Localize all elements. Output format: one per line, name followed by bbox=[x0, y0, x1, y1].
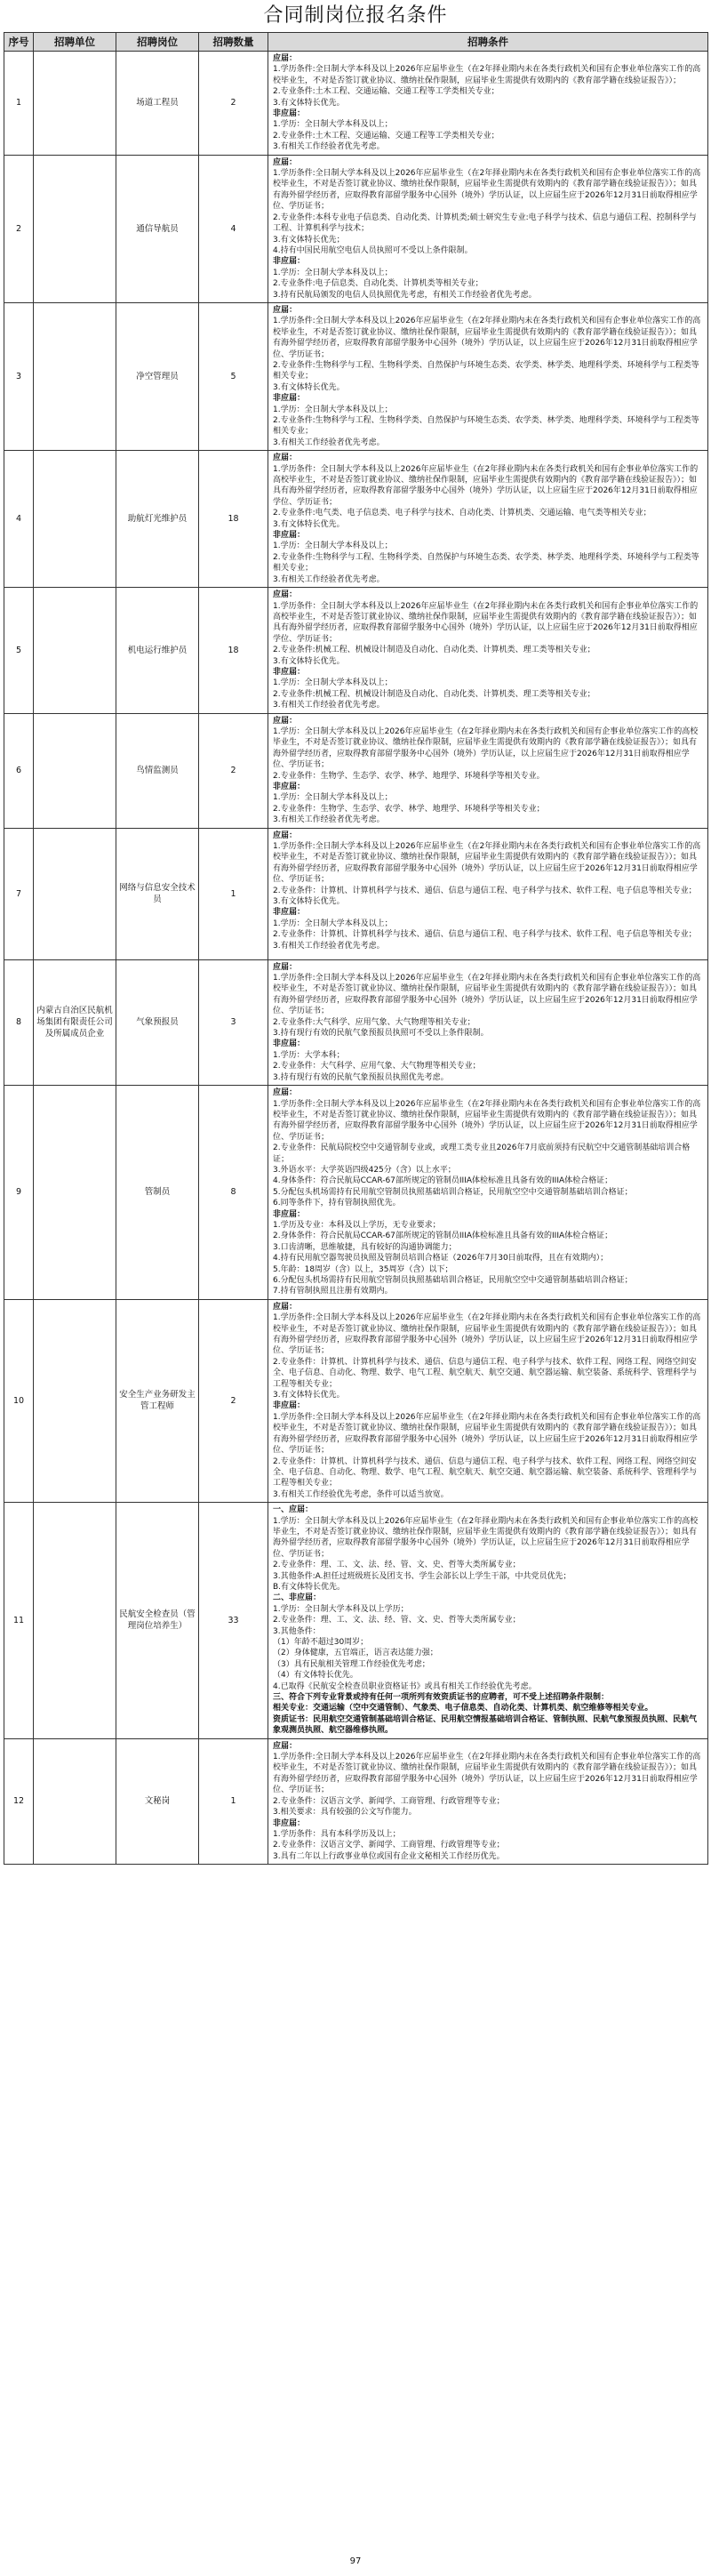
row-count: 2 bbox=[199, 1299, 268, 1502]
condition-line: 应届： bbox=[273, 1741, 298, 1751]
condition-line: 2.专业条件:大气科学、应用气象、大气物理等相关专业； bbox=[273, 1017, 475, 1027]
condition-line: 1.学历：全日制大学本科及以上； bbox=[273, 919, 393, 928]
row-unit bbox=[34, 828, 116, 959]
row-serial: 7 bbox=[4, 828, 34, 959]
condition-line: 3.其他条件:A.担任过班级班长及团支书、学生会部长以上学生干部，中共党员优先； bbox=[273, 1571, 571, 1581]
condition-line: 应届： bbox=[273, 590, 298, 600]
table-row bbox=[4, 52, 708, 156]
row-serial: 8 bbox=[4, 959, 34, 1085]
condition-line: 7.持有管制执照且注册有效期内。 bbox=[273, 1287, 393, 1296]
condition-line: 3.相关要求：具有较强的公文写作能力。 bbox=[273, 1808, 417, 1818]
condition-line: 1.学历条件:全日制大学本科及以上2026年应届毕业生（在2年择业期内未在各类行政机关和国有企事业单位落实工作的高校毕业生，不对是否签订就业协议、缴纳社保作限制，应届毕业生需提供有效期内的《教育部学籍在线验证报告》）；如具有海外留学经历者，应取得教育部留学服务中心国外（境外）学历认证，以上应届生应于2026年12月31日前取得相应学位、学历证书； bbox=[273, 1753, 701, 1795]
condition-line: 2.专业条件：计算机、计算机科学与技术、通信、信息与通信工程、电子科学与技术、软件工程、网络工程、网络空间安全、电子信息、自动化、物理、数学、电气工程、航空航天、航空交通、航空器运输、航空装备、系统科学、管理科学与工程等相关专业； bbox=[273, 1457, 698, 1489]
table-row bbox=[4, 588, 708, 713]
row-conditions bbox=[268, 1738, 708, 1864]
condition-line: 2.专业条件：生物学、生态学、农学、林学、地理学、环境科学等相关专业。 bbox=[273, 771, 545, 781]
condition-line: 2.专业条件：计算机、计算机科学与技术、通信、信息与通信工程、电子科学与技术、软件工程、电子信息等相关专业； bbox=[273, 886, 697, 895]
condition-line: 应届： bbox=[273, 54, 298, 63]
table-row bbox=[4, 713, 708, 828]
table-row bbox=[4, 1299, 708, 1502]
condition-line: 2.专业条件:机械工程、机械设计制造及自动化、自动化类、计算机类、理工类等相关专业； bbox=[273, 689, 595, 699]
condition-line: 非应届： bbox=[273, 1401, 306, 1411]
row-conditions bbox=[268, 1086, 708, 1300]
row-unit bbox=[34, 588, 116, 713]
page-number: 97 bbox=[349, 2556, 362, 2566]
row-unit bbox=[34, 155, 116, 302]
row-conditions bbox=[268, 155, 708, 302]
condition-line: （3）具有民航相关管理工作经验优先考虑； bbox=[273, 1659, 430, 1669]
condition-line: 4.持有民用航空器驾驶员执照及管制员培训合格证（2026年7月30日前取得，且在有效期内）； bbox=[273, 1254, 609, 1264]
row-conditions bbox=[268, 713, 708, 828]
row-unit bbox=[34, 302, 116, 450]
row-unit bbox=[34, 52, 116, 156]
header-conditions: 招聘条件 bbox=[268, 33, 708, 52]
row-serial: 5 bbox=[4, 588, 34, 713]
condition-line: 2.身体条件：符合民航局CCAR-67部所规定的管制员IIIA体检标准且具备有效的IIIA体检合格证； bbox=[273, 1232, 613, 1241]
row-conditions bbox=[268, 1503, 708, 1739]
condition-line: 1.学历条件：具有本科学历及以上； bbox=[273, 1829, 401, 1839]
row-count: 3 bbox=[199, 959, 268, 1085]
condition-line: 3.口齿清晰，思维敏捷，具有较好的沟通协调能力； bbox=[273, 1242, 457, 1252]
condition-line: 3.有相关工作经验者优先考虑。 bbox=[273, 142, 385, 152]
row-count: 33 bbox=[199, 1503, 268, 1739]
condition-line: 非应届： bbox=[273, 394, 306, 404]
table-row bbox=[4, 451, 708, 588]
row-position: 民航安全检查员（管理岗位培养生） bbox=[116, 1503, 199, 1739]
header-position: 招聘岗位 bbox=[116, 33, 199, 52]
row-position: 气象预报员 bbox=[116, 959, 199, 1085]
condition-line: 应届： bbox=[273, 157, 298, 167]
table-row bbox=[4, 1086, 708, 1300]
condition-line: 非应届： bbox=[273, 667, 306, 677]
row-count: 8 bbox=[199, 1086, 268, 1300]
condition-line: 3.有相关工作经验者优先考虑。 bbox=[273, 701, 385, 710]
condition-line: 1.学历及专业：本科及以上学历，无专业要求； bbox=[273, 1220, 441, 1230]
condition-line: 1.学历条件:全日制大学本科及以上2026年应届毕业生（在2年择业期内未在各类行政机关和国有企事业单位落实工作的高校毕业生，不对是否签订就业协议、缴纳社保作限制，应届毕业生需提供有效期内的《教育部学籍在线验证报告》）；如具有海外留学经历者，应取得教育部留学服务中心国外（境外）学历认证，以上应届生应于2026年12月31日前取得相应学位、学历证书； bbox=[273, 974, 701, 1016]
row-position: 鸟情监测员 bbox=[116, 713, 199, 828]
condition-line: B.有文体特长优先。 bbox=[273, 1582, 346, 1592]
condition-line: 2.专业条件:电气类、电子信息类、电子科学与技术、自动化类、计算机类、交通运输、电气类等相关专业； bbox=[273, 509, 651, 518]
condition-line: 3.有相关工作经验优先考虑，条件可以适当放宽。 bbox=[273, 1489, 449, 1499]
condition-line: 1.学历条件:全日制大学本科及以上2026年应届毕业生（在2年择业期内未在各类行政机关和国有企事业单位落实工作的高校毕业生，不对是否签订就业协议、缴纳社保作限制，应届毕业生需提供有效期内的《教育部学籍在线验证报告》）；如具有海外留学经历者，应取得教育部留学服务中心国外（境外）学历认证，以上应届生应于2026年12月31日前取得相应学位、学历证书； bbox=[273, 842, 701, 885]
row-serial: 10 bbox=[4, 1299, 34, 1502]
condition-line: 1.学历：全日制大学本科及以上； bbox=[273, 678, 393, 688]
condition-line: 4.已取得《民航安全检查员职业资格证书》或具有相关工作经验优先考虑。 bbox=[273, 1681, 537, 1691]
condition-line: 1.学历：全日制大学本科及以上； bbox=[273, 542, 393, 551]
header-unit: 招聘单位 bbox=[34, 33, 116, 52]
condition-line: 非应届： bbox=[273, 908, 306, 918]
row-conditions bbox=[268, 52, 708, 156]
header-serial: 序号 bbox=[4, 33, 34, 52]
row-count: 2 bbox=[199, 713, 268, 828]
condition-line: 三、符合下列专业背景或持有任何一项所列有效资质证书的应聘者，可不受上述招聘条件限制： bbox=[273, 1693, 610, 1703]
row-position: 安全生产业务研发主管工程师 bbox=[116, 1299, 199, 1502]
condition-line: 二、非应届： bbox=[273, 1593, 322, 1603]
row-count: 4 bbox=[199, 155, 268, 302]
condition-line: 1.学历：全日制大学本科及以上； bbox=[273, 268, 393, 277]
condition-line: 1.学历：大学本科； bbox=[273, 1050, 345, 1060]
condition-line: 6.同等条件下，持有管制执照优先。 bbox=[273, 1199, 401, 1208]
row-serial: 4 bbox=[4, 451, 34, 588]
condition-line: 4.持有中国民用航空电信人员执照可不受以上条件限制。 bbox=[273, 245, 473, 255]
row-position: 净空管理员 bbox=[116, 302, 199, 450]
row-serial: 11 bbox=[4, 1503, 34, 1739]
condition-line: 相关专业：交通运输（空中交通管制）、气象类、电子信息类、自动化类、计算机类、航空维修等相关专业。 bbox=[273, 1704, 653, 1713]
condition-line: 2.专业条件：计算机、计算机科学与技术、通信、信息与通信工程、电子科学与技术、软件工程、电子信息等相关专业； bbox=[273, 930, 697, 940]
row-position: 管制员 bbox=[116, 1086, 199, 1300]
condition-line: 2.专业条件:土木工程、交通运输、交通工程等工学类相关专业； bbox=[273, 131, 499, 140]
condition-line: 应届： bbox=[273, 962, 298, 972]
row-position: 机电运行维护员 bbox=[116, 588, 199, 713]
table-row bbox=[4, 959, 708, 1085]
condition-line: 1.学历：全日制大学本科及以上学历； bbox=[273, 1604, 409, 1614]
row-conditions bbox=[268, 1299, 708, 1502]
row-position: 文秘岗 bbox=[116, 1738, 199, 1864]
condition-line: 1.学历条件：全日制大学本科及以上2026年应届毕业生（在2年择业期内未在各类行政机关和国有企事业单位落实工作的高校毕业生，不对是否签订就业协议、缴纳社保作限制，应届毕业生需提供有效期内的《教育部学籍在线验证报告》）；如具有海外留学经历者，应取得教育部留学服务中心国外（境外）学历认证，以上应届生应于2026年12月31日前取得相应学位、学历证书； bbox=[273, 464, 699, 507]
condition-line: 2.专业条件:机械工程、机械设计制造及自动化、自动化类、计算机类、理工类等相关专业； bbox=[273, 646, 595, 655]
condition-line: 2.专业条件：理、工、文、法、经、管、文、史、哲等大类所属专业； bbox=[273, 1616, 521, 1625]
row-unit bbox=[34, 1738, 116, 1864]
condition-line: 5.分配包头机场需持有民用航空管制员执照基础培训合格证，民用航空空中交通管制基础培训合格证； bbox=[273, 1187, 633, 1197]
condition-line: 3.持有现行有效的民航气象预报员执照可不受以上条件限制。 bbox=[273, 1029, 489, 1039]
condition-line: 1.学历条件：全日制大学本科及以上2026年应届毕业生（在2年择业期内未在各类行政机关和国有企事业单位落实工作的高校毕业生，不对是否签订就业协议、缴纳社保作限制，应届毕业生需提供有效期内的《教育部学籍在线验证报告》）；如具有海外留学经历者，应取得教育部留学服务中心国外（境外）学历认证，以上应届生应于2026年12月31日前取得相应学位、学历证书； bbox=[273, 601, 699, 644]
condition-line: 2.专业条件:电子信息类、自动化类、计算机类等相关专业； bbox=[273, 279, 483, 289]
condition-line: 2.专业条件:本科专业电子信息类、自动化类、计算机类;硕士研究生专业:电子科学与技术、信息与通信工程、控制科学与工程、计算机科学与技术； bbox=[273, 213, 697, 234]
condition-line: （4）有文体特长优先。 bbox=[273, 1671, 358, 1681]
condition-line: 3.有文体特长优先； bbox=[273, 235, 345, 245]
row-conditions bbox=[268, 959, 708, 1085]
condition-line: 2.专业条件：汉语言文学、新闻学、工商管理、行政管理等专业； bbox=[273, 1796, 505, 1806]
condition-line: 1.学历：全日制大学本科及以上2026年应届毕业生（在2年择业期内未在各类行政机关和国有企事业单位落实工作的高校毕业生，不对是否签订就业协议、缴纳社保作限制，应届毕业生需提供有效期内的《教育部学籍在线验证报告》）；如具有海外留学经历者，应取得教育部留学服务中心国外（境外）学历认证，以上应届生应于2026年12月31日前取得相应学位、学历证书； bbox=[273, 726, 699, 770]
condition-line: 1.学历：全日制大学本科及以上； bbox=[273, 793, 393, 803]
condition-line: 2.专业条件：理、工、文、法、经、管、文、史、哲等大类所属专业； bbox=[273, 1561, 521, 1570]
condition-line: 3.其他条件： bbox=[273, 1626, 321, 1636]
row-position: 场道工程员 bbox=[116, 52, 199, 156]
row-serial: 9 bbox=[4, 1086, 34, 1300]
condition-line: 非应届： bbox=[273, 1209, 306, 1219]
condition-line: 1.学历条件:全日制大学本科及以上2026年应届毕业生（在2年择业期内未在各类行政机关和国有企事业单位落实工作的高校毕业生，不对是否签订就业协议、缴纳社保作限制，应届毕业生需提供有效期内的《教育部学籍在线验证报告》）；如具有海外留学经历者，应取得教育部留学服务中心国外（境外）学历认证，以上应届生应于2026年12月31日前取得相应学位、学历证书； bbox=[273, 169, 701, 212]
table-row bbox=[4, 155, 708, 302]
table-header-row bbox=[4, 33, 708, 52]
condition-line: 一、应届： bbox=[273, 1505, 314, 1515]
row-count: 1 bbox=[199, 1738, 268, 1864]
condition-line: 2.专业条件:生物科学与工程、生物科学类、自然保护与环境生态类、农学类、林学类、地理科学类、环境科学与工程类等相关专业； bbox=[273, 552, 699, 574]
page-title: 合同制岗位报名条件 bbox=[263, 4, 448, 27]
row-unit bbox=[34, 713, 116, 828]
condition-line: 3.有相关工作经验者优先考虑。 bbox=[273, 437, 385, 447]
row-count: 2 bbox=[199, 52, 268, 156]
condition-line: 1.学历条件:全日制大学本科及以上2026年应届毕业生（在2年择业期内未在各类行政机关和国有企事业单位落实工作的高校毕业生，不对是否签订就业协议、缴纳社保作限制，应届毕业生需提供有效期内的《教育部学籍在线验证报告》）；如具有海外留学经历者，应取得教育部留学服务中心国外（境外）学历认证，以上应届生应于2026年12月31日前取得相应学位、学历证书； bbox=[273, 317, 701, 359]
row-position: 助航灯光维护员 bbox=[116, 451, 199, 588]
condition-line: 2.专业条件:生物科学与工程、生物科学类、自然保护与环境生态类、农学类、林学类、地理科学类、环境科学与工程类等相关专业； bbox=[273, 360, 699, 381]
row-count: 1 bbox=[199, 828, 268, 959]
table-row bbox=[4, 1503, 708, 1739]
condition-line: 3.有相关工作经验者优先考虑。 bbox=[273, 941, 385, 951]
header-count: 招聘数量 bbox=[199, 33, 268, 52]
condition-line: 2.专业条件：计算机、计算机科学与技术、通信、信息与通信工程、电子科学与技术、软件工程、网络工程、网络空间安全、电子信息、自动化、物理、数学、电气工程、航空航天、航空交通、航空器运输、航空装备、系统科学、管理科学与工程等相关专业； bbox=[273, 1357, 698, 1389]
condition-line: 应届： bbox=[273, 1088, 298, 1098]
table-row bbox=[4, 302, 708, 450]
condition-line: 3.具有二年以上行政事业单位或国有企业文秘相关工作经历优先。 bbox=[273, 1851, 505, 1861]
row-position: 通信导航员 bbox=[116, 155, 199, 302]
condition-line: 3.外语水平：大学英语四级425分（含）以上水平； bbox=[273, 1165, 456, 1175]
condition-line: 非应届： bbox=[273, 782, 306, 791]
condition-line: 1.学历条件:全日制大学本科及以上2026年应届毕业生（在2年择业期内未在各类行政机关和国有企事业单位落实工作的高校毕业生，不对是否签订就业协议、缴纳社保作限制，应届毕业生需提供有效期内的《教育部学籍在线验证报告》）； bbox=[273, 65, 701, 85]
condition-line: （1）年龄不超过30周岁； bbox=[273, 1638, 369, 1647]
condition-line: 3.有文体特长优先。 bbox=[273, 98, 345, 108]
condition-line: 1.学历条件:全日制大学本科及以上2026年应届毕业生（在2年择业期内未在各类行政机关和国有企事业单位落实工作的高校毕业生，不对是否签订就业协议、缴纳社保作限制，应届毕业生需提供有效期内的《教育部学籍在线验证报告》）；如具有海外留学经历者，应取得教育部留学服务中心国外（境外）学历认证，以上应届生应于2026年12月31日前取得相应学位、学历证书； bbox=[273, 1313, 701, 1356]
row-conditions bbox=[268, 828, 708, 959]
condition-line: 应届： bbox=[273, 453, 298, 463]
condition-line: 2.专业条件:生物科学与工程、生物科学类、自然保护与环境生态类、农学类、林学类、地理科学类、环境科学与工程类等相关专业； bbox=[273, 416, 699, 437]
condition-line: 资质证书：民用航空交通管制基础培训合格证、民用航空情报基础培训合格证、管制执照、民航气象预报员执照、民航气象观测员执照、航空器维修执照。 bbox=[273, 1714, 698, 1736]
row-serial: 1 bbox=[4, 52, 34, 156]
condition-line: 非应届： bbox=[273, 531, 306, 541]
condition-line: 3.有相关工作经验者优先考虑。 bbox=[273, 815, 385, 825]
condition-line: 3.持有民航局颁发的电信人员执照优先考虑，有相关工作经验者优先考虑。 bbox=[273, 290, 537, 300]
condition-line: 3.有文体特长优先。 bbox=[273, 519, 345, 529]
condition-line: 2.专业条件：生物学、生态学、农学、林学、地理学、环境科学等相关专业； bbox=[273, 804, 545, 814]
condition-line: （2）身体健康，五官端正，语言表达能力强； bbox=[273, 1649, 438, 1658]
row-conditions bbox=[268, 302, 708, 450]
condition-line: 1.学历条件:全日制大学本科及以上2026年应届毕业生（在2年择业期内未在各类行政机关和国有企事业单位落实工作的高校毕业生，不对是否签订就业协议、缴纳社保作限制，应届毕业生需提供有效期内的《教育部学籍在线验证报告》）；如具有海外留学经历者，应取得教育部留学服务中心国外（境外）学历认证，以上应届生应于2026年12月31日前取得相应学位、学历证书； bbox=[273, 1412, 701, 1456]
table-row bbox=[4, 828, 708, 959]
row-unit bbox=[34, 451, 116, 588]
condition-line: 3.持有现行有效的民航气象预报员执照优先考虑。 bbox=[273, 1072, 449, 1082]
condition-line: 1.学历：全日制大学本科及以上2026年应届毕业生（在2年择业期内未在各类行政机关和国有企事业单位落实工作的高校毕业生，不对是否签订就业协议、缴纳社保作限制，应届毕业生需提供有效期内的《教育部学籍在线验证报告》）；如具有海外留学经历者，应取得教育部留学服务中心国外（境外）学历认证，以上应届生应于2026年12月31日前取得相应学位、学历证书； bbox=[273, 1516, 699, 1559]
condition-line: 4.身体条件：符合民航局CCAR-67部所规定的管制员IIIA体检标准且具备有效的IIIA体检合格证； bbox=[273, 1176, 613, 1186]
row-count: 18 bbox=[199, 451, 268, 588]
condition-line: 2.专业条件：汉语言文学、新闻学、工商管理、行政管理等专业； bbox=[273, 1841, 505, 1850]
recruitment-table bbox=[4, 32, 708, 1865]
row-unit bbox=[34, 1299, 116, 1502]
condition-line: 6.分配包头机场需持有民用航空管制员执照基础培训合格证，民用航空空中交通管制基础培训合格证； bbox=[273, 1276, 633, 1285]
condition-line: 2.专业条件：民航局院校空中交通管制专业或，或理工类专业且2026年7月底前须持有民航空中交通管制基础培训合格证； bbox=[273, 1144, 691, 1164]
condition-line: 非应届： bbox=[273, 1039, 306, 1049]
condition-line: 1.学历：全日制大学本科及以上； bbox=[273, 405, 393, 414]
row-unit: 内蒙古自治区民航机场集团有限责任公司及所属成员企业 bbox=[34, 959, 116, 1085]
condition-line: 3.有文体特长优先。 bbox=[273, 656, 345, 666]
condition-line: 3.有文体特长优先。 bbox=[273, 897, 345, 907]
condition-line: 非应届： bbox=[273, 257, 306, 267]
condition-line: 非应届： bbox=[273, 109, 306, 119]
condition-line: 非应届： bbox=[273, 1818, 306, 1828]
condition-line: 5.年龄：18周岁（含）以上，35周岁（含）以下； bbox=[273, 1264, 453, 1274]
table-row bbox=[4, 1738, 708, 1864]
condition-line: 1.学历：全日制大学本科及以上； bbox=[273, 120, 393, 130]
condition-line: 应届： bbox=[273, 1302, 298, 1312]
row-conditions bbox=[268, 588, 708, 713]
condition-line: 2.专业条件：大气科学、应用气象、大气物理等相关专业； bbox=[273, 1062, 481, 1071]
row-serial: 3 bbox=[4, 302, 34, 450]
row-serial: 12 bbox=[4, 1738, 34, 1864]
condition-line: 应届： bbox=[273, 831, 298, 840]
row-unit bbox=[34, 1503, 116, 1739]
row-count: 5 bbox=[199, 302, 268, 450]
row-serial: 6 bbox=[4, 713, 34, 828]
condition-line: 3.有文体特长优先。 bbox=[273, 1391, 345, 1400]
condition-line: 3.有相关工作经验者优先考虑。 bbox=[273, 574, 385, 584]
condition-line: 应届： bbox=[273, 716, 298, 726]
condition-line: 应届： bbox=[273, 305, 298, 315]
row-serial: 2 bbox=[4, 155, 34, 302]
condition-line: 1.学历条件:全日制大学本科及以上2026年应届毕业生（在2年择业期内未在各类行政机关和国有企事业单位落实工作的高校毕业生，不对是否签订就业协议、缴纳社保作限制，应届毕业生需提供有效期内的《教育部学籍在线验证报告》）；如具有海外留学经历者，应取得教育部留学服务中心国外（境外）学历认证，以上应届生应于2026年12月31日前取得相应学位、学历证书； bbox=[273, 1099, 701, 1142]
row-count: 18 bbox=[199, 588, 268, 713]
row-unit bbox=[34, 1086, 116, 1300]
condition-line: 2.专业条件:土木工程、交通运输、交通工程等工学类相关专业； bbox=[273, 87, 499, 97]
row-conditions bbox=[268, 451, 708, 588]
row-position: 网络与信息安全技术员 bbox=[116, 828, 199, 959]
condition-line: 3.有文体特长优先。 bbox=[273, 382, 345, 392]
